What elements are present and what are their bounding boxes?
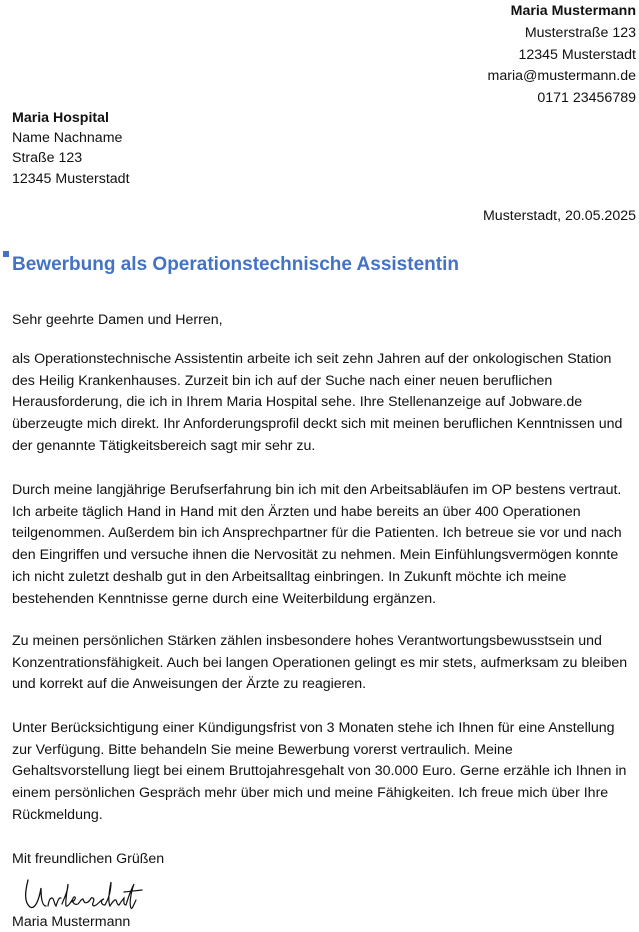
sender-email: maria@mustermann.de	[487, 68, 636, 85]
body-paragraph-4: Unter Berücksichtigung einer Kündigungsfrist von 3 Monaten stehe ich Ihnen für eine Anstellung zur Verfügung. Bitte behandeln Sie meine Bewerbung vorerst vertraulich. Meine Gehaltsvorstellung liegt bei einem Bruttojahresgehalt von 30.000 Euro. Gerne erzähle ich Ihnen in einem persönlichen Gespräch mehr über mich und meine Fähigkeiten. Ich freue mich über Ihre Rückmeldung.	[12, 720, 627, 823]
sender-block	[488, 1, 636, 110]
letter-date: Musterstadt, 20.05.2025	[482, 208, 636, 224]
recipient-organization: Maria Hospital	[12, 110, 109, 126]
signature-text: Unterschrift	[10, 870, 16, 871]
body-paragraph-3: Zu meinen persönlichen Stärken zählen insbesondere hohes Verantwortungsbewusstsein und Konzentrationsfähigkeit. Auch bei langen Operationen gelingt es mir stets, aufmerksam zu bleiben und korrekt auf die Anweisungen der Ärzte zu reagieren.	[12, 633, 628, 693]
letter-closing: Mit freundlichen Grüßen	[12, 851, 165, 867]
recipient-contact: Name Nachname	[12, 130, 123, 147]
sender-phone: 0171 23456789	[537, 90, 636, 107]
recipient-block	[12, 108, 130, 189]
sender-street: Musterstraße 123	[524, 24, 636, 41]
subject-marker-icon	[3, 251, 9, 257]
letter-subject: Bewerbung als Operationstechnische Assistentin	[12, 254, 459, 275]
sender-city: 12345 Musterstadt	[518, 46, 636, 63]
recipient-city: 12345 Musterstadt	[12, 170, 130, 187]
recipient-street: Straße 123	[12, 150, 83, 167]
letter-salutation: Sehr geehrte Damen und Herren,	[12, 312, 223, 328]
signature-icon	[10, 870, 145, 916]
sender-name: Maria Mustermann	[510, 3, 636, 19]
body-paragraph-1: als Operationstechnische Assistentin arbeite ich seit zehn Jahren auf der onkologischen Station des Heilig Krankenhauses. Zurzeit bin ich auf der Suche nach einer neuen beruflichen Herausforderung, die ich in Ihrem Maria Hospital sehe. Ihre Stellenanzeige auf Jobware.de überzeugte mich direkt. Ihr Anforderungsprofil deckt sich mit meinen beruflichen Kenntnissen und der genannte Tätigkeitsbereich sagt mir sehr zu.	[12, 351, 623, 454]
signer-name: Maria Mustermann	[12, 914, 131, 930]
body-paragraph-2: Durch meine langjährige Berufserfahrung bin ich mit den Arbeitsabläufen im OP bestens vertraut. Ich arbeite täglich Hand in Hand mit den Ärzten und habe bereits an über 400 Operationen teilgenommen. Außerdem bin ich Ansprechpartner für die Patienten. Ich betreue sie vor und nach den Eingriffen und versuche ihnen die Nervosität zu nehmen. Mein Einfühlungsvermögen konnte ich nicht zuletzt deshalb gut in den Arbeitsalltag einbringen. In Zukunft möchte ich meine bestehenden Kenntnisse gerne durch eine Weiterbildung ergänzen.	[12, 482, 622, 607]
